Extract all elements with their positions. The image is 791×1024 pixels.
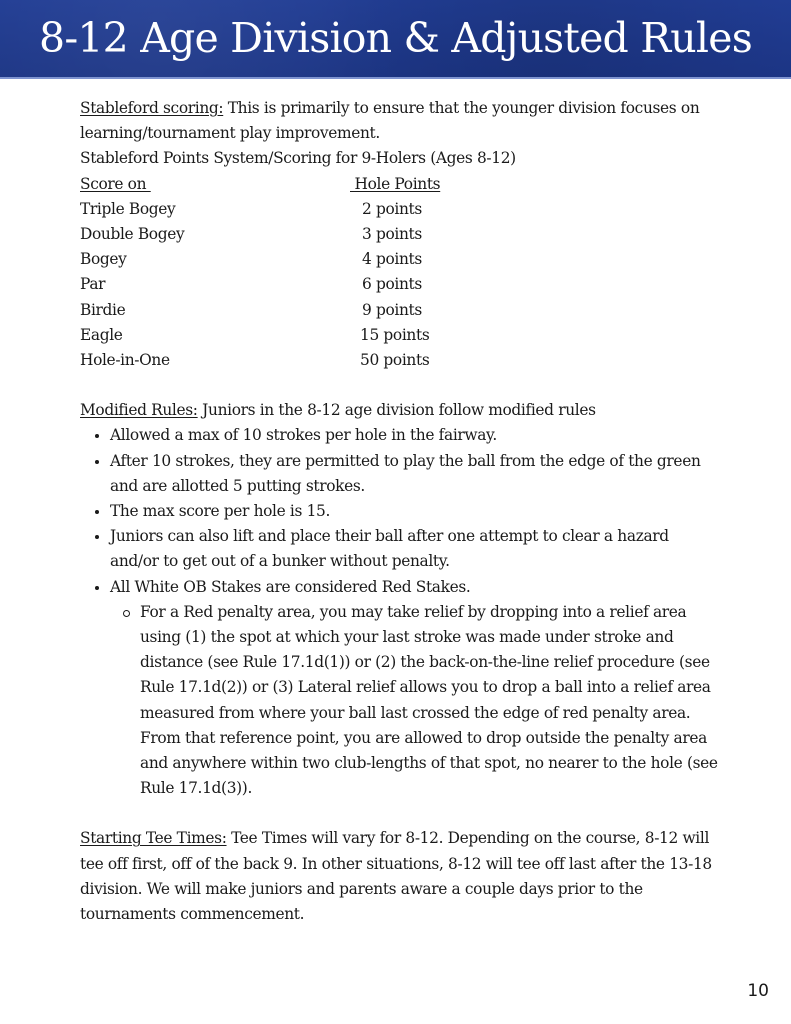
page-content [80, 96, 720, 927]
score-points: 3 points [362, 225, 422, 244]
list-item: The max score per hole is 15. [93, 499, 720, 524]
header-banner [0, 0, 791, 79]
tee-times-paragraph [80, 826, 720, 927]
tee-times-text: Tee Times will vary for 8-12. Depending on the course, 8-12 will tee off first, off of the back 9. In other situations, 8-12 will tee off last after the 13-18 division. We will make juniors and parents aware a couple days prior to the tournaments commencement. [80, 829, 712, 924]
table-row [80, 298, 720, 323]
stableford-table [80, 172, 720, 374]
modified-rules-intro [80, 398, 720, 423]
score-points: 4 points [362, 250, 422, 269]
list-item: Juniors can also lift and place their ball after one attempt to clear a hazard and/or to get out of a bunker without penalty. [93, 524, 720, 574]
score-points: 6 points [362, 275, 422, 294]
list-item-text: All White OB Stakes are considered Red Stakes. [110, 577, 471, 596]
score-name: Birdie [80, 300, 126, 319]
score-points: 15 points [360, 325, 430, 344]
score-name: Eagle [80, 325, 123, 344]
stableford-system-title: Stableford Points System/Scoring for 9-Holers (Ages 8-12) [80, 149, 516, 168]
score-name: Par [80, 275, 106, 294]
table-row [80, 197, 720, 222]
table-header [80, 172, 720, 197]
table-row [80, 272, 720, 297]
table-row [80, 247, 720, 272]
page-title: 8-12 Age Division & Adjusted Rules [39, 14, 752, 62]
spacer [80, 801, 720, 826]
modified-rules-label: Modified Rules: [80, 401, 198, 420]
list-item: Allowed a max of 10 strokes per hole in the fairway. [93, 423, 720, 448]
score-name: Hole-in-One [80, 351, 170, 370]
column-header-points: Hole Points [350, 174, 441, 193]
score-name: Triple Bogey [80, 199, 176, 218]
table-row [80, 348, 720, 373]
sub-list-item: For a Red penalty area, you may take relief by dropping into a relief area using (1) the spot at which your last stroke was made under stroke and distance (see Rule 17.1d(1)) or (2) the back-on-the-line relief procedure (see Rule 17.1d(2)) or (3) Lateral relief allows you to drop a ball into a relief area measured from where your ball last crossed the edge of red penalty area. From that reference point, you are allowed to drop outside the penalty area and anywhere within two club-lengths of that spot, no nearer to the hole (see Rule 17.1d(3)). [140, 600, 720, 802]
score-points: 50 points [360, 351, 430, 370]
score-name: Double Bogey [80, 225, 185, 244]
table-row [80, 222, 720, 247]
modified-rules-intro-text: Juniors in the 8-12 age division follow modified rules [197, 401, 596, 420]
modified-rules-list [93, 423, 720, 801]
score-name: Bogey [80, 250, 127, 269]
column-header-score: Score on [80, 174, 151, 193]
stableford-intro [80, 96, 720, 146]
score-points: 2 points [362, 199, 422, 218]
sub-list [140, 600, 720, 802]
score-points: 9 points [362, 300, 422, 319]
list-item [93, 575, 720, 802]
page-number: 10 [747, 981, 769, 1001]
spacer [80, 373, 720, 398]
table-row [80, 323, 720, 348]
stableford-intro-text: This is primarily to ensure that the younger division focuses on learning/tournament play improvement. [80, 99, 700, 143]
list-item: After 10 strokes, they are permitted to play the ball from the edge of the green and are allotted 5 putting strokes. [93, 449, 720, 499]
stableford-label: Stableford scoring: [80, 99, 224, 117]
tee-times-label: Starting Tee Times: [80, 829, 227, 848]
